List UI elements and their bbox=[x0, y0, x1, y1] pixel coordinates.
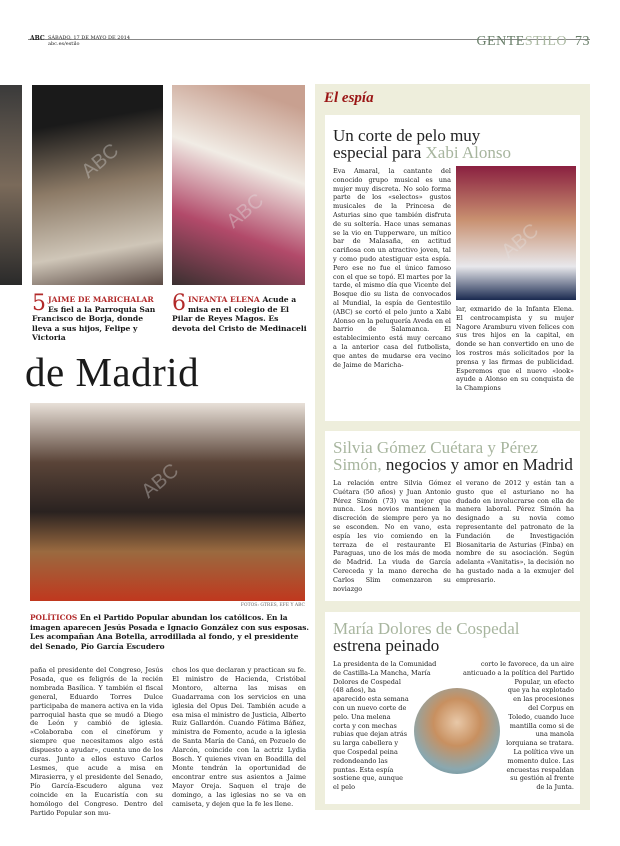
story-gomez-cuetara bbox=[325, 431, 580, 601]
title-dark: Un corte de pelo muy especial para bbox=[333, 126, 481, 162]
date: SÁBADO, 17 DE MAYO DE 2014 bbox=[48, 35, 131, 41]
title-light: Silvia Gómez Cuétara y Pérez Simón, bbox=[333, 438, 538, 474]
photo-politicians-mass bbox=[30, 403, 305, 601]
caption-6 bbox=[172, 291, 307, 333]
caption-text: Es fiel a la Parroquia San Francisco de Borja, donde lleva a sus hijos, Felipe y Victoria bbox=[32, 304, 156, 342]
watermark: ABC bbox=[137, 459, 184, 503]
main-body-col1: paña el presidente del Congreso, Jesús Posada, que es feligrés de la recién nombrada Basílica. Y también el fiscal general, Eduardo Torres Dulce participaba de manera activa en la vida parroquial hasta que se mudó a Diego de León y cambió de iglesia. «Colaboraba con el cinefórum y siempre que necesitamos algo está dispuesto a ayudar», cuenta uno de los curas. Junto a ellos estuvo Carlos Lesmes, que acude a misa en Mirasierra, y el presidente del Senado, Pío García-Escudero alguna vez coincide en la Eucaristía con su homólogo del Congreso. Dentro del Partido Popular son mu- bbox=[30, 666, 163, 817]
main-body-col2: chos los que declaran y practican su fe. El ministro de Hacienda, Cristóbal Montoro, alterna las misas en Guadarrama con los servicios en una iglesia del Opus Dei. También acude a esa misa el ministro de Justicia, Alberto Ruiz Gallardón. Cuando Fátima Báñez, ministra de Fomento, acude a la iglesia de Santa María de Caná, en Pozuelo de Alarcón, coincide con la actriz Lydia Bosch. Y quienes vivan en Boadilla del Monte tendrán la oportunidad de encontrar entre sus asientos a Jaime Mayor Oreja. Saquen el traje de domingo, a las iglesias no se va en camiseta, y dejen que la fe les llene. bbox=[172, 666, 306, 808]
section-light: STILO bbox=[524, 34, 567, 49]
title-light: Xabi Alonso bbox=[425, 143, 511, 162]
caption-number: 6 bbox=[172, 291, 186, 316]
story-col1: La relación entre Silvia Gómez Cuétara (50 años) y Juan Antonio Pérez Simón (73) va mejor que nunca. Los novios mantienen la discreción de siempre pero ya no se esconden. No en vano, esta espía les vio comiendo en la terraza de el restaurante El Paraguas, uno de los más de moda de Madrid. La viuda de García Cereceda y la mano derecha de Carlos Slim comenzaron su noviazgo bbox=[333, 479, 451, 593]
caption-name: JAIME DE MARICHALAR bbox=[48, 295, 154, 304]
brand: ABC bbox=[30, 35, 45, 42]
story-title bbox=[333, 127, 533, 161]
photo-infanta-elena bbox=[172, 85, 305, 285]
caption-label: POLÍTICOS bbox=[30, 613, 78, 622]
story-title bbox=[333, 439, 578, 473]
section-title bbox=[476, 34, 590, 50]
story-col2: el verano de 2012 y están tan a gusto que el asturiano no ha dudado en involucrarse con ella de manera laboral. Pérez Simón ha designado a su novia como representante del patronato de la Fundación de Investigación Biosanitaria de Asturias (Finba) en nombre de su asociación. Según adelanta «Vanitatis», la decisión no ha gustado nada a la exmujer del empresario. bbox=[456, 479, 574, 584]
photo-partial bbox=[0, 85, 22, 285]
title-light: María Dolores de Cospedal bbox=[333, 619, 520, 638]
caption-text: Acude a misa en el colegio de El Pilar de Reyes Magos. Es devota del Cristo de Medinaceli bbox=[172, 295, 307, 333]
story-col1: Eva Amaral, la cantante del conocido grupo musical es una mujer muy discreta. No solo forma parte de los «selectos» gustos musicales de la Princesa de Asturias sino que también disfruta de su soltería. Hace unas semanas se la vio en Tupperware, un mítico bar de Malasaña, en actitud cariñosa con un atractivo joven, tal y como pudo atestiguar esta espía. Pero ese no fue el único famoso con el que se topó. El martes por la tarde, el mismo día que Vicente del Bosque dio su lista de convocados al Mundial, la espía de Gentestilo (ABC) se cortó el pelo junto a Xabi Alonso en la peluquería Aveda en el barrio de Salamanca. El establecimiento está muy cercano a la anterior casa del futbolista, que antes de mudarse era vecino de Jaime de Maricha- bbox=[333, 167, 451, 369]
section-bold: GENTE bbox=[476, 34, 525, 49]
story-col1: La presidenta de la Comunidad de Castilla-La Mancha, María Dolores de Cospedal (48 años), ha aparecido esta semana con un nuevo corte de pelo. Una melena corta y con mechas rubias que dejan atrás su larga cabellera y que Cospedal peina redondeando las puntas. Esta espía sostiene que, aunque el pelo bbox=[333, 660, 437, 792]
sidebar-label: El espía bbox=[324, 90, 374, 106]
caption-name: INFANTA ELENA bbox=[188, 295, 260, 304]
main-caption bbox=[30, 613, 310, 651]
date-line bbox=[48, 35, 130, 47]
caption-5 bbox=[32, 291, 164, 343]
photo-marichalar bbox=[32, 85, 163, 285]
url: abc.es/estilo bbox=[48, 41, 80, 47]
caption-number: 5 bbox=[32, 291, 46, 316]
page-number: 73 bbox=[575, 34, 590, 49]
title-dark: estrena peinado bbox=[333, 636, 440, 655]
caption-text: En el Partido Popular abundan los católicos. En la imagen aparecen Jesús Posada e Ignacio González con sus esposas. Les acompañan Ana Botella, arrodillada al fondo, y el presidente del Senado, Pío García Escudero bbox=[30, 613, 309, 651]
photo-cospedal bbox=[414, 688, 500, 774]
watermark: ABC bbox=[222, 189, 269, 233]
headline: de Madrid bbox=[25, 349, 200, 395]
story-col2: corto le favorece, da un aire anticuado a la política del Partido Popular, un efecto que ya ha explotado en las procesiones del Corpus en Toledo, cuando luce mantilla como si de una manola lorquiana se tratara. La política vive un momento dulce. Las encuestas respaldan su gestión al frente de la Junta. bbox=[462, 660, 574, 792]
watermark: ABC bbox=[497, 219, 544, 263]
title-dark: negocios y amor en Madrid bbox=[381, 455, 573, 474]
story-col2: lar, exmarido de la Infanta Elena. El centrocampista y su mujer Nagore Aramburu viven felices con sus tres hijos en la capital, en donde se han convertido en uno de los rostros más solicitados por la prensa y las firmas de publicidad. Esperemos que el nuevo «look» ayude a Alonso en su conquista de la Champions bbox=[456, 305, 574, 393]
photo-credit: FOTOS: GTRES, EFE Y ABC bbox=[240, 603, 305, 608]
watermark: ABC bbox=[77, 139, 124, 183]
story-title bbox=[333, 620, 578, 654]
